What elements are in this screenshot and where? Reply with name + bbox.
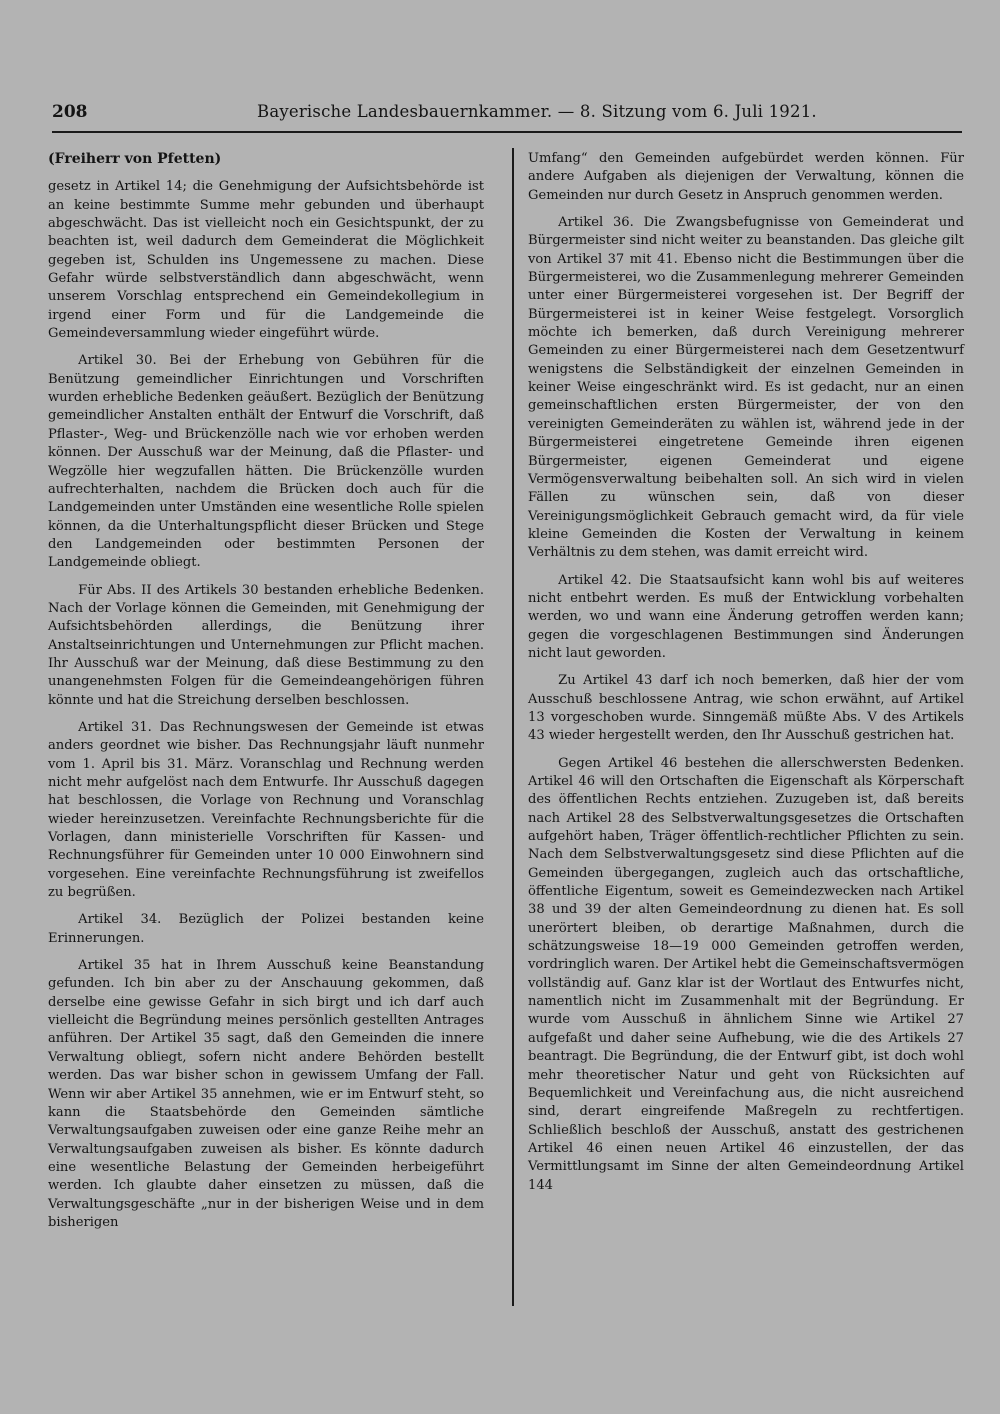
paragraph: Artikel 36. Die Zwangsbefugnisse von Gemeinderat und Bürgermeister sind nicht weiter zu beanstanden. Das gleiche gilt von Artikel 37 mit 41. Ebenso nicht die Bestimmungen über die Bürgermeisterei, wo die Zusammenlegung mehrerer Gemeinden unter einer Bürgermeisterei vorgesehen ist. Der Begriff der Bürgermeisterei ist in keiner Weise festgelegt. Vorsorglich möchte ich bemerken, daß durch Vereinigung mehrerer Gemeinden zu einer Bürgermeisterei nach dem Gesetzentwurf wenigstens die Selbständigkeit der einzelnen Gemeinden in keiner Weise eingeschränkt wird. Es ist gedacht, nur an einen gemeinschaftlichen ersten Bürgermeister, der von den vereinigten Gemeinderäten zu wählen ist, während jede in der Bürgermeisterei eingetretene Gemeinde ihren eigenen Bürgermeister, eigenen Gemeinderat und eigene Vermögensverwaltung beibehalten soll. An sich wird in vielen Fällen zu wünschen sein, daß von dieser Vereinigungsmöglichkeit Gebrauch gemacht wird, da für viele kleine Gemeinden die Kosten der Verwaltung in keinem Verhältnis zu dem stehen, was damit erreicht wird. <box>528 215 964 561</box>
page-number: 208 <box>52 102 88 122</box>
paragraph: Artikel 30. Bei der Erhebung von Gebühren für die Benützung gemeindlicher Einrichtungen und Vorschriften wurden erhebliche Bedenken geäußert. Bezüglich der Benützung gemeindlicher Anstalten enthält der Entwurf die Vorschrift, daß Pflaster-, Weg- und Brückenzölle nach wie vor erhoben werden können. Der Ausschuß war der Meinung, daß die Pflaster- und Wegzölle hier wegzufallen hätten. Die Brückenzölle wurden aufrechterhalten, nachdem die Brücken doch auch für die Landgemeinden unter Umständen eine wesentliche Rolle spielen können, da die Unterhaltungspflicht dieser Brücken und Stege den Landgemeinden oder bestimmten Personen der Landgemeinde obliegt. <box>48 353 484 571</box>
paragraph: Artikel 42. Die Staatsaufsicht kann wohl bis auf weiteres nicht entbehrt werden. Es muß der Entwicklung vorbehalten werden, wo und wann eine Änderung getroffen werden kann; gegen die vorgeschlagenen Bestimmungen sind Änderungen nicht laut geworden. <box>528 572 964 661</box>
running-title: Bayerische Landesbauernkammer. — 8. Sitzung vom 6. Juli 1921. <box>257 102 817 121</box>
left-column <box>48 150 484 1241</box>
right-column <box>528 150 964 1204</box>
paragraph: gesetz in Artikel 14; die Genehmigung der Aufsichtsbehörde ist an keine bestimmte Summe mehr gebunden und überhaupt abgeschwächt. Das ist vielleicht noch ein Gesichtspunkt, der zu beachten ist, weil dadurch dem Gemeinderat die Möglichkeit gegeben ist, Schulden ins Ungemessene zu machen. Diese Gefahr würde selbstverständlich dann abgeschwächt, wenn unserem Vorschlag entsprechend ein Gemeindekollegium in irgend einer Form und für die Landgemeinde die Gemeindeversammlung wieder eingeführt würde. <box>48 179 484 342</box>
paragraph: Umfang“ den Gemeinden aufgebürdet werden können. Für andere Aufgaben als diejenigen der Verwaltung, können die Gemeinden nur durch Gesetz in Anspruch genommen werden. <box>528 151 964 203</box>
paragraph: Artikel 35 hat in Ihrem Ausschuß keine Beanstandung gefunden. Ich bin aber zu der Anschauung gekommen, daß derselbe eine gewisse Gefahr in sich birgt und ich darf auch vielleicht die Begründung meines persönlich gestellten Antrages anführen. Der Artikel 35 sagt, daß den Gemeinden die innere Verwaltung obliegt, sofern nicht andere Behörden bestellt werden. Das war bisher schon in gewissem Umfang der Fall. Wenn wir aber Artikel 35 annehmen, wie er im Entwurf steht, so kann die Staatsbehörde den Gemeinden sämtliche Verwaltungsaufgaben zuweisen oder eine ganze Reihe mehr an Verwaltungsaufgaben zuweisen als bisher. Es könnte dadurch eine wesentliche Belastung der Gemeinden herbeigeführt werden. Ich glaubte daher einsetzen zu müssen, daß die Verwaltungsgeschäfte „nur in der bisherigen Weise und in dem bisherigen <box>48 958 484 1230</box>
paragraph: Gegen Artikel 46 bestehen die allerschwersten Bedenken. Artikel 46 will den Ortschaften die Eigenschaft als Körperschaft des öffentlichen Rechts entziehen. Zuzugeben ist, daß bereits nach Artikel 28 des Selbstverwaltungsgesetzes die Ortschaften aufgehört haben, Träger öffentlich-rechtlicher Pflichten zu sein. Nach dem Selbstverwaltungsgesetz sind diese Pflichten auf die Gemeinden übergegangen, zugleich auch das ortschaftliche, öffentliche Eigentum, soweit es Gemeindezwecken nach Artikel 38 und 39 der alten Gemeindeordnung zu dienen hat. Es soll unerörtert bleiben, ob derartige Maßnahmen, durch die schätzungsweise 18—19 000 Gemeinden getroffen werden, vordringlich waren. Der Artikel hebt die Gemeinschaftsvermögen vollständig auf. Ganz klar ist der Wortlaut des Entwurfes nicht, namentlich nicht im Zusammenhalt mit der Begründung. Er wurde vom Ausschuß in ähnlichem Sinne wie Artikel 27 aufgefaßt und daher seine Aufhebung, wie die des Artikels 27 beantragt. Die Begründung, die der Entwurf gibt, ist doch wohl mehr theoretischer Natur und geht von Rücksichten auf Bequemlichkeit und Vereinfachung aus, die nicht ausreichend sind, derart eingreifende Maßregeln zu rechtfertigen. Schließlich beschloß der Ausschuß, anstatt des gestrichenen Artikel 46 einen neuen Artikel 46 einzustellen, der das Vermittlungsamt im Sinne der alten Gemeindeordnung Artikel 144 <box>528 755 964 1193</box>
speaker-name: (Freiherr von Pfetten) <box>48 151 222 167</box>
paragraph: Artikel 31. Das Rechnungswesen der Gemeinde ist etwas anders geordnet wie bisher. Das Rechnungsjahr läuft nunmehr vom 1. April bis 31. März. Voranschlag und Rechnung werden nicht mehr aufgelöst nach dem Entwurfe. Ihr Ausschuß dagegen hat beschlossen, die Vorlage von Rechnung und Voranschlag wieder hereinzusetzen. Vereinfachte Rechnungsberichte für die Vorlagen, dann ministerielle Vorschriften für Kassen- und Rechnungsführer für Gemeinden unter 10 000 Einwohnern sind vorgesehen. Eine vereinfachte Rechnungsführung ist zweifellos zu begrüßen. <box>48 719 484 901</box>
paragraph: Artikel 34. Bezüglich der Polizei bestanden keine Erinnerungen. <box>48 912 484 946</box>
column-divider <box>512 148 514 1306</box>
paragraph: Für Abs. II des Artikels 30 bestanden erhebliche Bedenken. Nach der Vorlage können die Gemeinden, mit Genehmigung der Aufsichtsbehörden allerdings, die Benützung ihrer Anstaltseinrichtungen und Unternehmungen zur Pflicht machen. Ihr Ausschuß war der Meinung, daß diese Bestimmung zu den unangenehmsten Folgen für die Gemeindeangehörigen führen könnte und hat die Streichung derselben beschlossen. <box>48 582 484 708</box>
page-header <box>52 100 962 130</box>
paragraph: Zu Artikel 43 darf ich noch bemerken, daß hier der vom Ausschuß beschlossene Antrag, wie schon erwähnt, auf Artikel 13 vorgeschoben wurde. Sinngemäß müßte Abs. V des Artikels 43 wieder hergestellt werden, den Ihr Ausschuß gestrichen hat. <box>528 673 964 744</box>
header-rule <box>52 131 962 133</box>
